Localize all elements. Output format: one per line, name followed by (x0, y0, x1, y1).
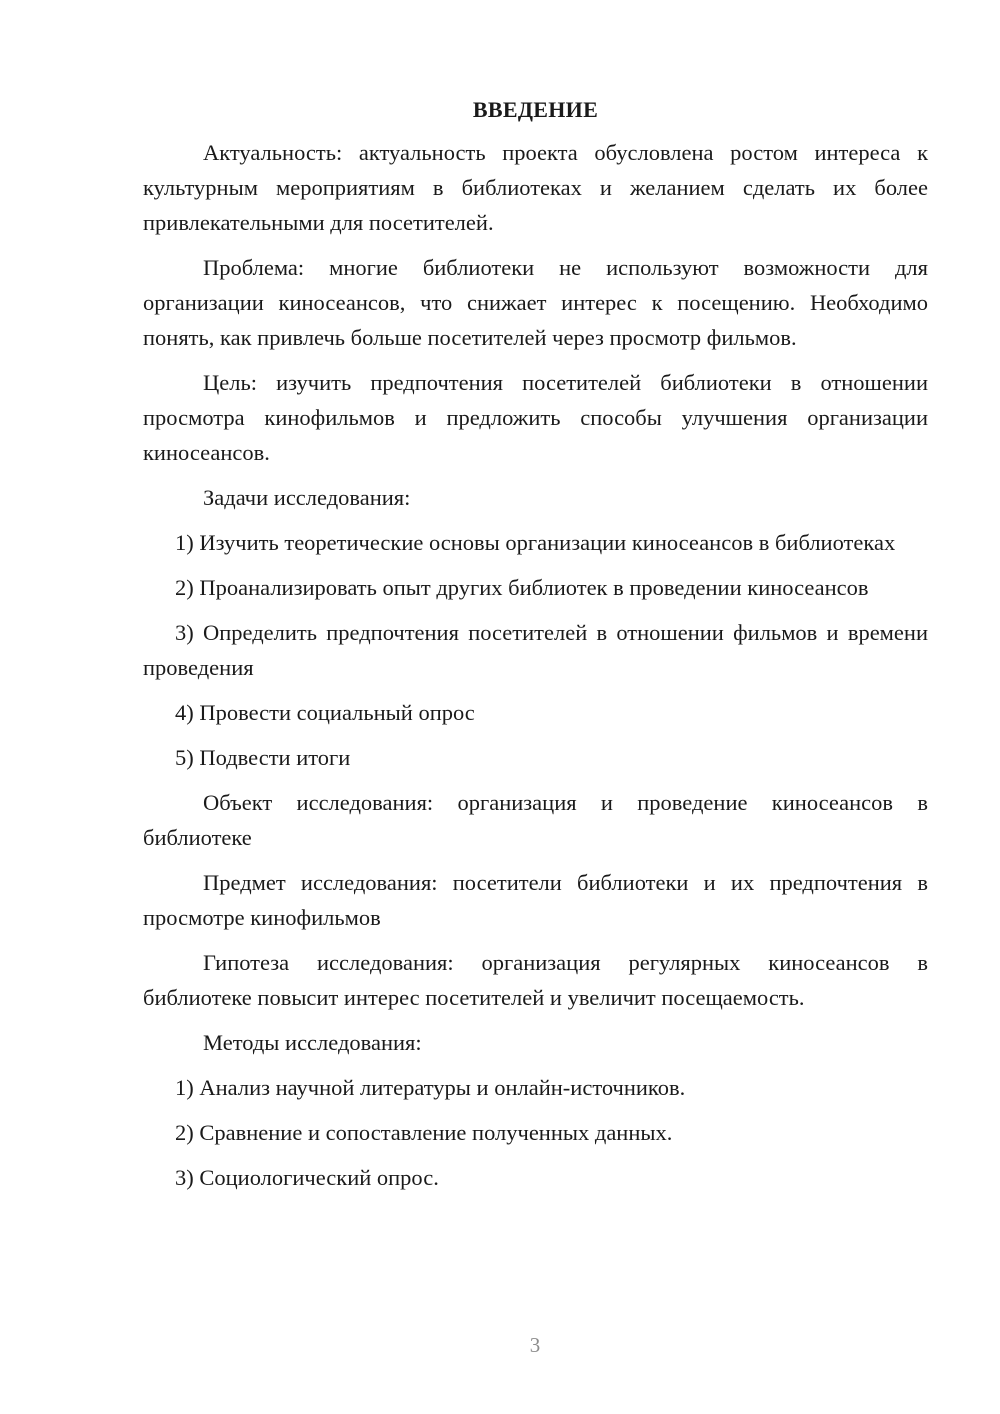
tasks-heading: Задачи исследования: (203, 485, 411, 510)
task-item: 5) Подвести итоги (175, 745, 351, 770)
problem-paragraph: Проблема: многие библиотеки не используют возможности для организации киносеансов, что снижает интерес к посещению. Необходимо понять, как привлечь больше посетителей через просмотр фильмов. (143, 255, 928, 350)
task-item: 2) Проанализировать опыт других библиотек в проведении киносеансов (175, 575, 869, 600)
goal-paragraph: Цель: изучить предпочтения посетителей библиотеки в отношении просмотра кинофильмов и предложить способы улучшения организации киносеансов. (143, 370, 928, 465)
task-item: 4) Провести социальный опрос (175, 700, 475, 725)
relevance-paragraph: Актуальность: актуальность проекта обусловлена ростом интереса к культурным мероприятиям в библиотеках и желанием сделать их более привлекательными для посетителей. (143, 140, 928, 235)
object-paragraph: Объект исследования: организация и проведение киносеансов в библиотеке (143, 790, 928, 850)
method-item: 1) Анализ научной литературы и онлайн-источников. (175, 1075, 686, 1100)
section-title: ВВЕДЕНИЕ (472, 97, 599, 122)
page-number: 3 (529, 1333, 541, 1357)
document-body (143, 95, 928, 1205)
methods-heading: Методы исследования: (203, 1030, 422, 1055)
task-item: 3) Определить предпочтения посетителей в отношении фильмов и времени проведения (143, 620, 928, 680)
subject-paragraph: Предмет исследования: посетители библиотеки и их предпочтения в просмотре кинофильмов (143, 870, 928, 930)
task-item: 1) Изучить теоретические основы организации киносеансов в библиотеках (175, 530, 896, 555)
hypothesis-paragraph: Гипотеза исследования: организация регулярных киносеансов в библиотеке повысит интерес посетителей и увеличит посещаемость. (143, 950, 928, 1010)
method-item: 2) Сравнение и сопоставление полученных данных. (175, 1120, 673, 1145)
method-item: 3) Социологический опрос. (175, 1165, 439, 1190)
